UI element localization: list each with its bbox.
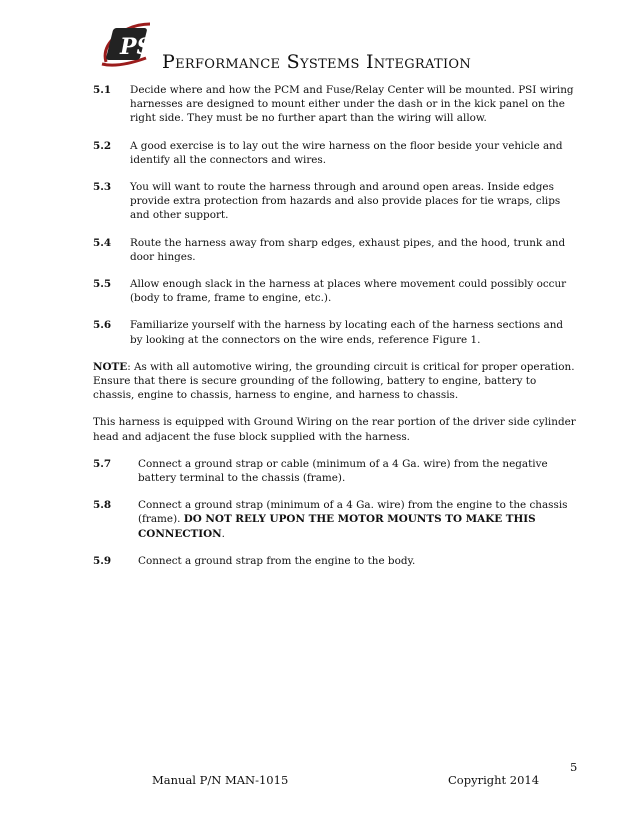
- step-number: 5.5: [93, 278, 112, 291]
- step-5-1: [93, 83, 577, 126]
- note-label: NOTE: [93, 360, 128, 373]
- company-name: Performance Systems Integration: [162, 51, 472, 73]
- step-text: Familiarize yourself with the harness by locating each of the harness sections and by looking at the connectors on the wire ends, reference Figure 1.: [130, 319, 564, 346]
- step-text: [138, 498, 577, 541]
- step-5-5: [93, 277, 577, 305]
- step-5-7: [93, 457, 577, 485]
- step-text-end: .: [221, 527, 225, 540]
- svg-text:PSi: PSi: [120, 34, 161, 60]
- step-text: Connect a ground strap from the engine to the body.: [138, 554, 416, 567]
- note-text: : As with all automotive wiring, the grounding circuit is critical for proper operation. Ensure that there is secure grounding of the following, battery to engine, battery to chassis, engine to chassis, harness to engine, and harness to chassis.: [93, 360, 575, 402]
- step-text: Route the harness away from sharp edges, exhaust pipes, and the hood, trunk and door hinges.: [130, 236, 566, 263]
- step-number: 5.7: [93, 457, 112, 470]
- step-5-3: [93, 180, 577, 223]
- step-number: 5.1: [93, 84, 112, 96]
- step-number: 5.8: [93, 499, 112, 512]
- step-text-plain: Connect a ground strap (minimum of a 4 Ga. wire) from the engine to the chassis (frame).: [138, 499, 568, 526]
- step-text: You will want to route the harness through and around open areas. Inside edges provide extra protection from hazards and also provide places for tie wraps, clips and other support.: [130, 181, 561, 222]
- step-5-8: [93, 498, 577, 541]
- step-5-4: [93, 236, 577, 264]
- step-number: 5.2: [93, 139, 112, 152]
- warning-text: DO NOT RELY UPON THE MOTOR MOUNTS TO MAKE THIS CONNECTION: [138, 513, 536, 540]
- step-5-2: [93, 139, 577, 167]
- ground-wiring-paragraph: This harness is equipped with Ground Wiring on the rear portion of the driver side cylinder head and adjacent the fuse block supplied with the harness.: [93, 416, 576, 443]
- step-text: Allow enough slack in the harness at places where movement could possibly occur (body to frame, frame to engine, etc.).: [130, 278, 567, 305]
- note-paragraph: [93, 360, 577, 403]
- step-text: Connect a ground strap or cable (minimum of a 4 Ga. wire) from the negative battery terminal to the chassis (frame).: [138, 457, 548, 485]
- psi-logo: [98, 18, 162, 70]
- page-header: [98, 18, 538, 78]
- step-text: A good exercise is to lay out the wire harness on the floor beside your vehicle and identify all the connectors and wires.: [130, 139, 563, 166]
- step-number: 5.4: [93, 236, 112, 249]
- step-number: 5.3: [93, 181, 112, 194]
- manual-part-number: Manual P/N MAN-1015: [152, 773, 289, 787]
- step-5-9: [93, 554, 577, 568]
- page-number: 5: [570, 760, 578, 774]
- step-number: 5.6: [93, 319, 112, 332]
- copyright: Copyright 2014: [448, 773, 540, 787]
- step-5-6: [93, 318, 577, 346]
- step-text: Decide where and how the PCM and Fuse/Relay Center will be mounted. PSI wiring harnesses are designed to mount either under the dash or in the kick panel on the right side. They must be no further apart than the wiring will allow.: [130, 84, 574, 125]
- manual-content: [93, 83, 577, 581]
- step-number: 5.9: [93, 554, 112, 567]
